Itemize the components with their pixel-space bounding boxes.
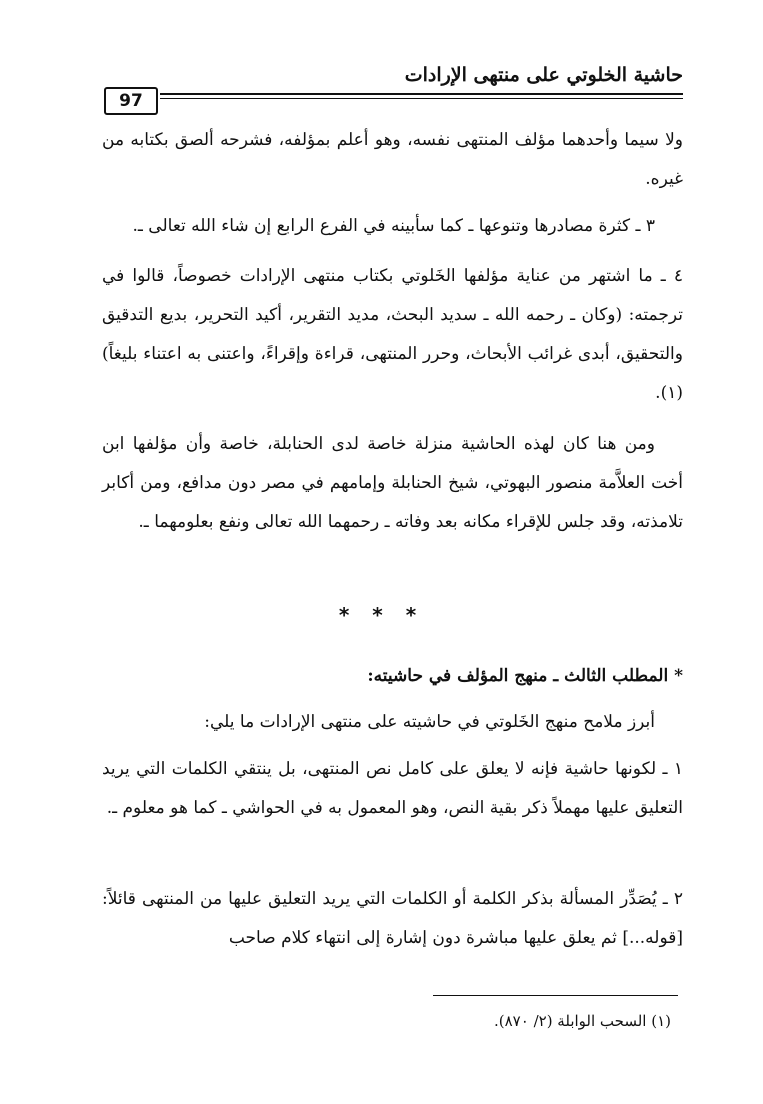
paragraph-3: ٤ ـ ما اشتهر من عناية مؤلفها الخَلوتي بكتاب منتهى الإرادات خصوصاً، قالوا في ترجمته: (وكان ـ رحمه الله ـ سديد البحث، مديد التقرير، أكيد التحرير، بديع التدقيق والتحقيق، أبدى غرائب الأبحاث، وحرر المنتهى، قراءة وإقراءً، واعتنى به اعتناء بليغاً)(١). [102, 266, 683, 403]
section-paragraph-2: ١ ـ لكونها حاشية فإنه لا يعلق على كامل نص المنتهى، بل ينتقي الكلمات التي يريد التعليق عليها مهملاً ذكر بقية النص، وهو المعمول به في الحواشي ـ كما هو معلوم ـ. [102, 759, 683, 818]
footnote: (١) السحب الوابلة (٢/ ٨٧٠). [494, 1012, 671, 1030]
footnote-rule [433, 995, 678, 996]
paragraph-1: ولا سيما وأحدهما مؤلف المنتهى نفسه، وهو أعلم بمؤلفه، فشرحه ألصق بكتابه من غيره. [102, 130, 683, 189]
running-header-title: حاشية الخلوتي على منتهى الإرادات [404, 64, 683, 86]
header-rule [160, 93, 683, 95]
paragraph-2: ٣ ـ كثرة مصادرها وتنوعها ـ كما سأبينه في الفرع الرابع إن شاء الله تعالى ـ. [132, 216, 655, 236]
section-paragraph-1: أبرز ملامح منهج الخَلوتي في حاشيته على منتهى الإرادات ما يلي: [204, 712, 655, 732]
paragraph-4: ومن هنا كان لهذه الحاشية منزلة خاصة لدى الحنابلة، خاصة وأن مؤلفها ابن أخت العلاَّمة منصور البهوتي، شيخ الحنابلة وإمامهم في مصر دون مدافع، ومن أكابر تلامذته، وقد جلس للإقراء مكانه بعد وفاته ـ رحمهما الله تعالى ونفع بعلومهما ـ. [102, 434, 683, 532]
header-rule-thin [160, 98, 683, 99]
section-separator: * * * [338, 603, 425, 627]
section-heading: * المطلب الثالث ـ منهج المؤلف في حاشيته: [367, 666, 683, 686]
section-paragraph-3: ٢ ـ يُصَدِّر المسألة بذكر الكلمة أو الكلمات التي يريد التعليق عليها من المنتهى قائلاً: [قوله...] ثم يعلق عليها مباشرة دون إشارة إلى انتهاء كلام صاحب [102, 889, 683, 948]
page-number-box: 97 [104, 87, 158, 115]
